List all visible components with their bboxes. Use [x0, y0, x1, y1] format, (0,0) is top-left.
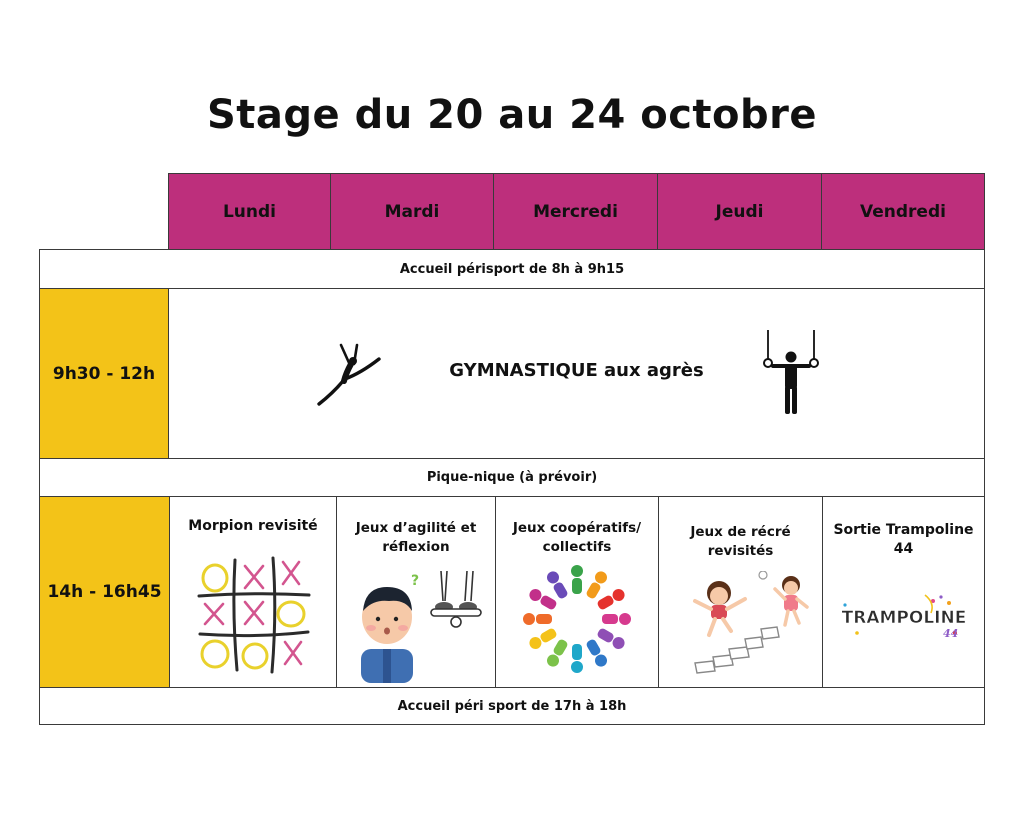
people-circle-icon	[518, 563, 636, 675]
activity-cell-mercredi	[495, 496, 659, 688]
activity-cell-jeudi	[658, 496, 823, 688]
lunch-band: Pique-nique (à prévoir)	[39, 458, 985, 497]
logo-wordmark: TRAMPOLINE	[841, 608, 967, 628]
morning-time-slot: 9h30 - 12h	[39, 288, 169, 459]
gymnastics-label: GYMNASTIQUE aux agrès	[449, 360, 704, 381]
evening-care-band: Accueil péri sport de 17h à 18h	[39, 687, 985, 725]
morning-care-band: Accueil périsport de 8h à 9h15	[39, 249, 985, 289]
day-header-jeudi: Jeudi	[657, 173, 822, 250]
hopscotch-kids-icon	[691, 571, 815, 675]
trampoline-44-logo	[837, 593, 971, 643]
activity-cell-mardi-inner	[336, 496, 496, 688]
activity-label: Jeux d’agilité et réflexion	[355, 520, 477, 555]
activity-label: Morpion revisité	[188, 518, 318, 534]
day-header-mardi: Mardi	[330, 173, 494, 250]
thinking-boy-icon	[349, 571, 489, 683]
activity-cell-lundi	[169, 496, 337, 688]
gymnastics-activity-cell	[168, 288, 985, 459]
activity-cell-vendredi	[822, 496, 985, 688]
tic-tac-toe-icon	[195, 552, 313, 676]
day-header-lundi: Lundi	[168, 173, 331, 250]
activity-label: Jeux coopératifs/ collectifs	[512, 520, 642, 555]
day-header-mercredi: Mercredi	[493, 173, 658, 250]
day-header-vendredi: Vendredi	[821, 173, 985, 250]
page-title: Stage du 20 au 24 octobre	[207, 92, 817, 138]
rings-gymnast-icon	[759, 330, 823, 416]
activity-label: Sortie Trampoline 44	[833, 522, 974, 557]
activity-label: Jeux de récré revisités	[690, 524, 791, 559]
logo-number: 44	[943, 627, 959, 640]
svg-text:?: ?	[411, 573, 420, 589]
afternoon-time-slot: 14h - 16h45	[39, 496, 170, 688]
